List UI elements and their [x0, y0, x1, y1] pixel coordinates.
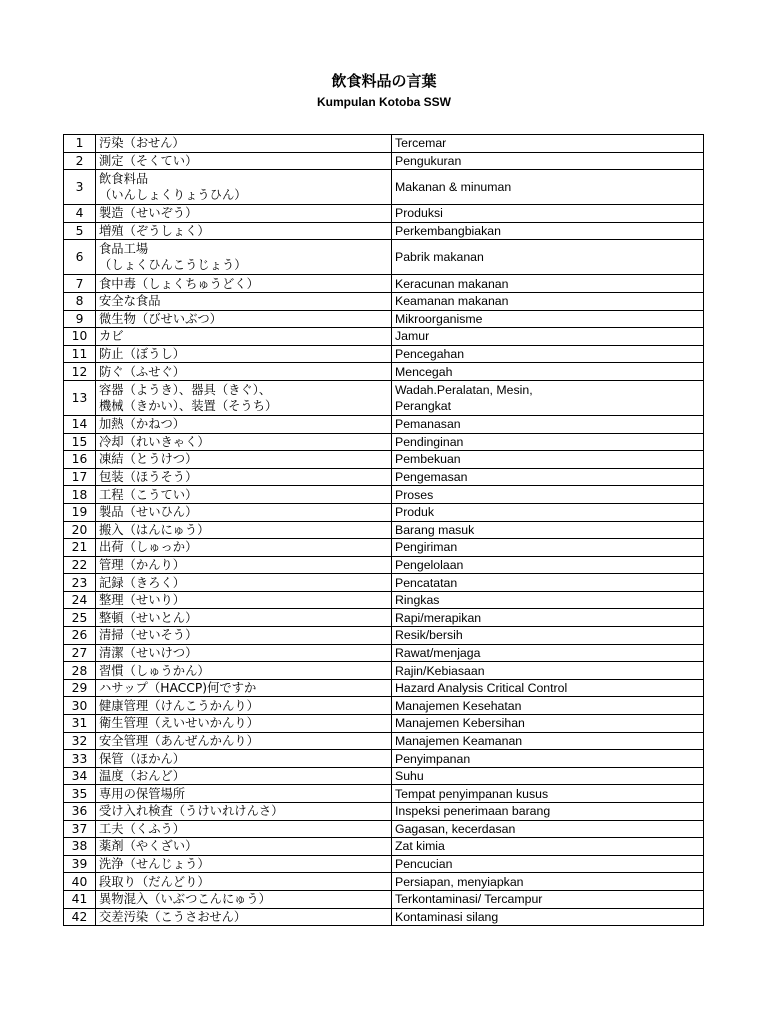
row-number: 1: [64, 135, 96, 153]
indonesian-meaning: Pencegahan: [392, 345, 704, 363]
japanese-term: 食中毒（しょくちゅうどく）: [96, 275, 392, 293]
vocabulary-table: [63, 134, 704, 926]
table-row: [64, 750, 704, 768]
table-row: [64, 328, 704, 346]
row-number: 18: [64, 486, 96, 504]
table-row: [64, 679, 704, 697]
japanese-term: 工夫（くふう）: [96, 820, 392, 838]
table-row: [64, 152, 704, 170]
row-number: 11: [64, 345, 96, 363]
row-number: 19: [64, 503, 96, 521]
indonesian-meaning: Manajemen Keamanan: [392, 732, 704, 750]
japanese-term: 増殖（ぞうしょく）: [96, 222, 392, 240]
row-number: 26: [64, 627, 96, 645]
japanese-term: 測定（そくてい）: [96, 152, 392, 170]
row-number: 9: [64, 310, 96, 328]
table-row: [64, 855, 704, 873]
table-row: [64, 785, 704, 803]
table-row: [64, 539, 704, 557]
table-row: [64, 574, 704, 592]
table-row: [64, 380, 704, 415]
row-number: 42: [64, 908, 96, 926]
indonesian-meaning: Manajemen Kebersihan: [392, 715, 704, 733]
indonesian-meaning: Pabrik makanan: [392, 240, 704, 275]
japanese-term: 保管（ほかん）: [96, 750, 392, 768]
japanese-term: 段取り（だんどり）: [96, 873, 392, 891]
japanese-term: 加熱（かねつ）: [96, 415, 392, 433]
table-row: [64, 345, 704, 363]
row-number: 28: [64, 662, 96, 680]
indonesian-meaning: Inspeksi penerimaan barang: [392, 803, 704, 821]
table-row: [64, 486, 704, 504]
document-subtitle: Kumpulan Kotoba SSW: [317, 95, 451, 109]
row-number: 14: [64, 415, 96, 433]
indonesian-meaning: Produksi: [392, 205, 704, 223]
document-title: 飲食料品の言葉: [331, 72, 437, 90]
japanese-term: 包装（ほうそう）: [96, 468, 392, 486]
japanese-term: 防止（ぼうし）: [96, 345, 392, 363]
japanese-term: 管理（かんり）: [96, 556, 392, 574]
table-row: [64, 468, 704, 486]
indonesian-meaning: Resik/bersih: [392, 627, 704, 645]
row-number: 24: [64, 591, 96, 609]
row-number: 3: [64, 170, 96, 205]
table-row: [64, 873, 704, 891]
row-number: 31: [64, 715, 96, 733]
indonesian-meaning: Pengelolaan: [392, 556, 704, 574]
row-number: 8: [64, 292, 96, 310]
table-row: [64, 363, 704, 381]
japanese-term: 微生物（びせいぶつ）: [96, 310, 392, 328]
row-number: 36: [64, 803, 96, 821]
row-number: 32: [64, 732, 96, 750]
table-row: [64, 275, 704, 293]
japanese-term: 習慣（しゅうかん）: [96, 662, 392, 680]
table-row: [64, 415, 704, 433]
table-row: [64, 908, 704, 926]
table-row: [64, 451, 704, 469]
japanese-term: 交差汚染（こうさおせん）: [96, 908, 392, 926]
row-number: 16: [64, 451, 96, 469]
indonesian-meaning: Persiapan, menyiapkan: [392, 873, 704, 891]
row-number: 34: [64, 767, 96, 785]
japanese-term: 清掃（せいそう）: [96, 627, 392, 645]
indonesian-meaning: Barang masuk: [392, 521, 704, 539]
indonesian-meaning: Pengiriman: [392, 539, 704, 557]
row-number: 15: [64, 433, 96, 451]
table-row: [64, 644, 704, 662]
row-number: 21: [64, 539, 96, 557]
indonesian-meaning: Rajin/Kebiasaan: [392, 662, 704, 680]
row-number: 6: [64, 240, 96, 275]
japanese-term: 受け入れ検査（うけいれけんさ）: [96, 803, 392, 821]
table-row: [64, 767, 704, 785]
japanese-term: 薬剤（やくざい）: [96, 838, 392, 856]
indonesian-meaning: Rawat/menjaga: [392, 644, 704, 662]
indonesian-meaning: Pengemasan: [392, 468, 704, 486]
row-number: 37: [64, 820, 96, 838]
table-row: [64, 556, 704, 574]
vocabulary-table-body: [64, 135, 704, 926]
japanese-term: 飲食料品 （いんしょくりょうひん）: [96, 170, 392, 205]
row-number: 27: [64, 644, 96, 662]
japanese-term: 安全管理（あんぜんかんり）: [96, 732, 392, 750]
indonesian-meaning: Pendinginan: [392, 433, 704, 451]
table-row: [64, 222, 704, 240]
table-row: [64, 310, 704, 328]
table-row: [64, 627, 704, 645]
row-number: 13: [64, 380, 96, 415]
row-number: 20: [64, 521, 96, 539]
japanese-term: 専用の保管場所: [96, 785, 392, 803]
row-number: 29: [64, 679, 96, 697]
indonesian-meaning: Kontaminasi silang: [392, 908, 704, 926]
indonesian-meaning: Hazard Analysis Critical Control: [392, 679, 704, 697]
row-number: 10: [64, 328, 96, 346]
indonesian-meaning: Pembekuan: [392, 451, 704, 469]
indonesian-meaning: Mikroorganisme: [392, 310, 704, 328]
row-number: 40: [64, 873, 96, 891]
table-row: [64, 135, 704, 153]
indonesian-meaning: Gagasan, kecerdasan: [392, 820, 704, 838]
indonesian-meaning: Zat kimia: [392, 838, 704, 856]
japanese-term: 搬入（はんにゅう）: [96, 521, 392, 539]
indonesian-meaning: Penyimpanan: [392, 750, 704, 768]
japanese-term: 出荷（しゅっか）: [96, 539, 392, 557]
table-row: [64, 697, 704, 715]
indonesian-meaning: Manajemen Kesehatan: [392, 697, 704, 715]
row-number: 2: [64, 152, 96, 170]
indonesian-meaning: Pencucian: [392, 855, 704, 873]
table-row: [64, 803, 704, 821]
table-row: [64, 890, 704, 908]
table-row: [64, 662, 704, 680]
japanese-term: 容器（ようき）、器具（きぐ）、 機械（きかい）、装置（そうち）: [96, 380, 392, 415]
japanese-term: 安全な食品: [96, 292, 392, 310]
japanese-term: 食品工場 （しょくひんこうじょう）: [96, 240, 392, 275]
row-number: 41: [64, 890, 96, 908]
japanese-term: 温度（おんど）: [96, 767, 392, 785]
indonesian-meaning: Pemanasan: [392, 415, 704, 433]
table-row: [64, 521, 704, 539]
table-row: [64, 503, 704, 521]
japanese-term: 整理（せいり）: [96, 591, 392, 609]
indonesian-meaning: Keamanan makanan: [392, 292, 704, 310]
row-number: 12: [64, 363, 96, 381]
row-number: 38: [64, 838, 96, 856]
row-number: 30: [64, 697, 96, 715]
row-number: 23: [64, 574, 96, 592]
indonesian-meaning: Tercemar: [392, 135, 704, 153]
japanese-term: 衛生管理（えいせいかんり）: [96, 715, 392, 733]
japanese-term: カビ: [96, 328, 392, 346]
row-number: 25: [64, 609, 96, 627]
indonesian-meaning: Terkontaminasi/ Tercampur: [392, 890, 704, 908]
japanese-term: 冷却（れいきゃく）: [96, 433, 392, 451]
japanese-term: 記録（きろく）: [96, 574, 392, 592]
indonesian-meaning: Mencegah: [392, 363, 704, 381]
japanese-term: 汚染（おせん）: [96, 135, 392, 153]
row-number: 35: [64, 785, 96, 803]
indonesian-meaning: Ringkas: [392, 591, 704, 609]
table-row: [64, 433, 704, 451]
row-number: 4: [64, 205, 96, 223]
indonesian-meaning: Proses: [392, 486, 704, 504]
table-row: [64, 820, 704, 838]
japanese-term: 防ぐ（ふせぐ）: [96, 363, 392, 381]
indonesian-meaning: Keracunan makanan: [392, 275, 704, 293]
japanese-term: 洗浄（せんじょう）: [96, 855, 392, 873]
row-number: 22: [64, 556, 96, 574]
japanese-term: 健康管理（けんこうかんり）: [96, 697, 392, 715]
japanese-term: 異物混入（いぶつこんにゅう）: [96, 890, 392, 908]
japanese-term: 製造（せいぞう）: [96, 205, 392, 223]
indonesian-meaning: Pengukuran: [392, 152, 704, 170]
table-row: [64, 240, 704, 275]
row-number: 5: [64, 222, 96, 240]
japanese-term: ハサップ（HACCP)何ですか: [96, 679, 392, 697]
japanese-term: 清潔（せいけつ）: [96, 644, 392, 662]
japanese-term: 整頓（せいとん）: [96, 609, 392, 627]
indonesian-meaning: Wadah.Peralatan, Mesin, Perangkat: [392, 380, 704, 415]
table-row: [64, 205, 704, 223]
table-row: [64, 715, 704, 733]
indonesian-meaning: Rapi/merapikan: [392, 609, 704, 627]
indonesian-meaning: Makanan & minuman: [392, 170, 704, 205]
japanese-term: 製品（せいひん）: [96, 503, 392, 521]
table-row: [64, 170, 704, 205]
row-number: 39: [64, 855, 96, 873]
table-row: [64, 591, 704, 609]
table-row: [64, 838, 704, 856]
row-number: 7: [64, 275, 96, 293]
table-row: [64, 732, 704, 750]
indonesian-meaning: Pencatatan: [392, 574, 704, 592]
indonesian-meaning: Suhu: [392, 767, 704, 785]
indonesian-meaning: Tempat penyimpanan kusus: [392, 785, 704, 803]
indonesian-meaning: Perkembangbiakan: [392, 222, 704, 240]
table-row: [64, 292, 704, 310]
japanese-term: 工程（こうてい）: [96, 486, 392, 504]
row-number: 33: [64, 750, 96, 768]
table-row: [64, 609, 704, 627]
japanese-term: 凍結（とうけつ）: [96, 451, 392, 469]
indonesian-meaning: Jamur: [392, 328, 704, 346]
row-number: 17: [64, 468, 96, 486]
indonesian-meaning: Produk: [392, 503, 704, 521]
